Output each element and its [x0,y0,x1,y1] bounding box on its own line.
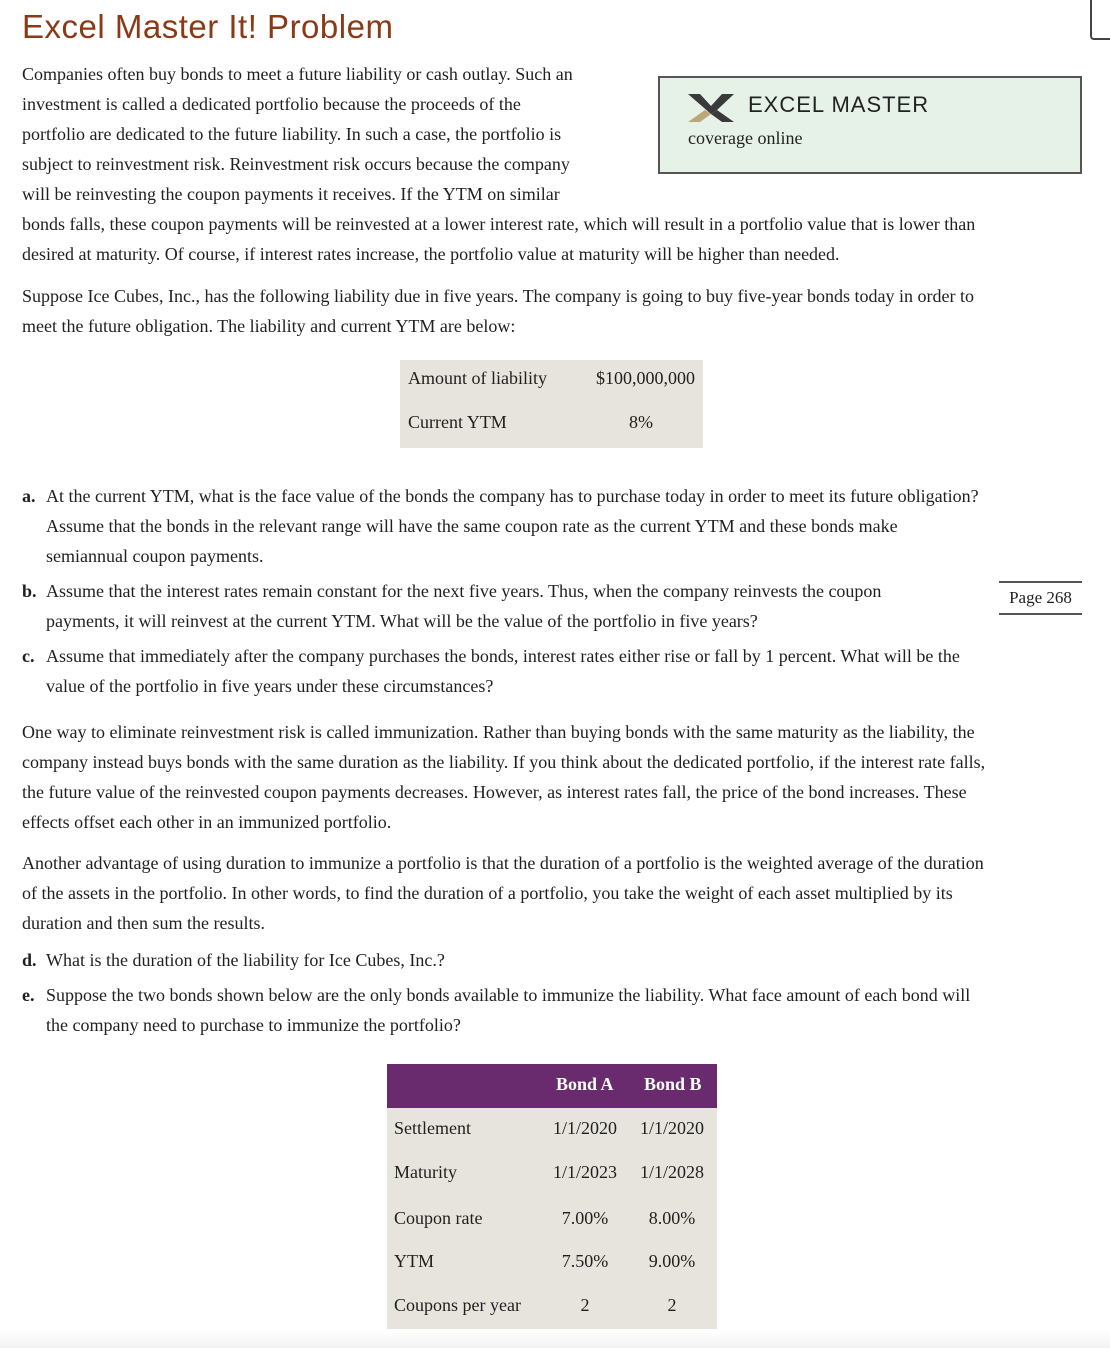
question-letter: e. [22,985,35,1005]
table-row [387,1198,717,1242]
bond-table-header [387,1064,717,1108]
question-line: the company need to purchase to immunize the portfolio? [46,1015,461,1035]
intro-line: portfolio are dedicated to the future liability. In such a case, the portfolio is [22,124,562,144]
bond-b-header: Bond B [644,1074,702,1094]
intro-line: investment is called a dedicated portfolio because the proceeds of the [22,94,521,114]
question-b [22,576,882,631]
duration-line: Another advantage of using duration to immunize a portfolio is that the duration of a portfolio is the weighted average of the duration [22,853,984,873]
corner-bracket [1090,0,1110,40]
table-row [400,360,703,404]
page-number-tag: Page 268 [999,581,1082,615]
immunization-line: effects offset each other in an immunized portfolio. [22,812,392,832]
ytm-label: Current YTM [408,412,507,432]
question-e [22,980,971,1035]
bottom-edge [0,1330,1110,1348]
intro-line: will be reinvesting the coupon payments it receives. If the YTM on similar [22,184,560,204]
bond-a-header: Bond A [556,1074,614,1094]
liability-label: Amount of liability [408,368,547,388]
bond-b-cell: 1/1/2028 [639,1162,704,1182]
question-line: Assume that the bonds in the relevant range will have the same coupon rate as the current YTM and these bonds make [46,516,898,536]
intro-line: bonds falls, these coupon payments will be reinvested at a lower interest rate, which will result in a portfolio value that is lower than [22,214,976,234]
immunization-line: One way to eliminate reinvestment risk is called immunization. Rather than buying bonds with the same maturity as the liability, the [22,722,975,742]
table-row [387,1108,717,1152]
bond-a-cell: 1/1/2020 [552,1118,617,1138]
table-row [387,1285,717,1329]
bond-b-cell: 8.00% [648,1208,696,1228]
liability-value: $100,000,000 [596,368,695,388]
liability-table [400,360,703,448]
bond-a-cell: 2 [580,1295,590,1315]
question-line: Suppose the two bonds shown below are the only bonds available to immunize the liability. What face amount of each bond will [46,985,971,1005]
intro-line: Companies often buy bonds to meet a future liability or cash outlay. Such an [22,64,573,84]
question-line: Assume that the interest rates remain constant for the next five years. Thus, when the company reinvests the coupon [46,581,882,601]
question-c [22,641,960,696]
question-line: payments, it will reinvest at the current YTM. What will be the value of the portfolio in five years? [46,611,758,631]
immunization-line: the future value of the reinvested coupon payments decreases. However, as interest rates fall, the price of the bond increases. These [22,782,967,802]
question-a [22,481,979,566]
duration-line: of the assets in the portfolio. In other words, to find the duration of a portfolio, you take the weight of each asset multiplied by its [22,883,953,903]
question-letter: a. [22,486,36,506]
duration-line: duration and then sum the results. [22,913,265,933]
suppose-line: meet the future obligation. The liability and current YTM are below: [22,316,516,336]
excel-master-callout[interactable] [658,76,1082,174]
question-line: What is the duration of the liability for Ice Cubes, Inc.? [46,950,445,970]
intro-line: subject to reinvestment risk. Reinvestment risk occurs because the company [22,154,570,174]
question-line: semiannual coupon payments. [46,546,264,566]
row-label: Coupon rate [394,1208,483,1228]
row-label: Settlement [394,1118,471,1138]
question-letter: c. [22,646,35,666]
row-label: YTM [394,1251,434,1271]
suppose-line: Suppose Ice Cubes, Inc., has the following liability due in five years. The company is going to buy five-year bonds today in order to [22,286,974,306]
question-line: Assume that immediately after the company purchases the bonds, interest rates either rise or fall by 1 percent. What will be the [46,646,960,666]
bond-a-cell: 7.50% [561,1251,609,1271]
question-line: At the current YTM, what is the face value of the bonds the company has to purchase today in order to meet its future obligation? [46,486,979,506]
table-row [400,404,703,448]
bond-table [387,1064,717,1329]
immunization-line: company instead buys bonds with the same duration as the liability. If you think about the dedicated portfolio, if the interest rate falls, [22,752,986,772]
bond-a-cell: 1/1/2023 [552,1162,617,1182]
row-label: Maturity [394,1162,457,1182]
question-d [22,945,445,975]
callout-brand: EXCEL MASTER [748,92,930,117]
table-row [387,1152,717,1196]
table-row [387,1241,717,1285]
question-line: value of the portfolio in five years under these circumstances? [46,676,494,696]
intro-line: desired at maturity. Of course, if interest rates increase, the portfolio value at maturity will be higher than needed. [22,244,840,264]
page-title: Excel Master It! Problem [22,8,394,45]
excel-master-logo-icon [688,94,734,122]
question-letter: d. [22,950,37,970]
question-letter: b. [22,581,37,601]
row-label: Coupons per year [394,1295,521,1315]
callout-subtitle: coverage online [688,128,803,148]
ytm-value: 8% [629,412,653,432]
bond-b-cell: 1/1/2020 [639,1118,704,1138]
bond-a-cell: 7.00% [561,1208,609,1228]
bond-b-cell: 9.00% [648,1251,696,1271]
bond-b-cell: 2 [667,1295,677,1315]
